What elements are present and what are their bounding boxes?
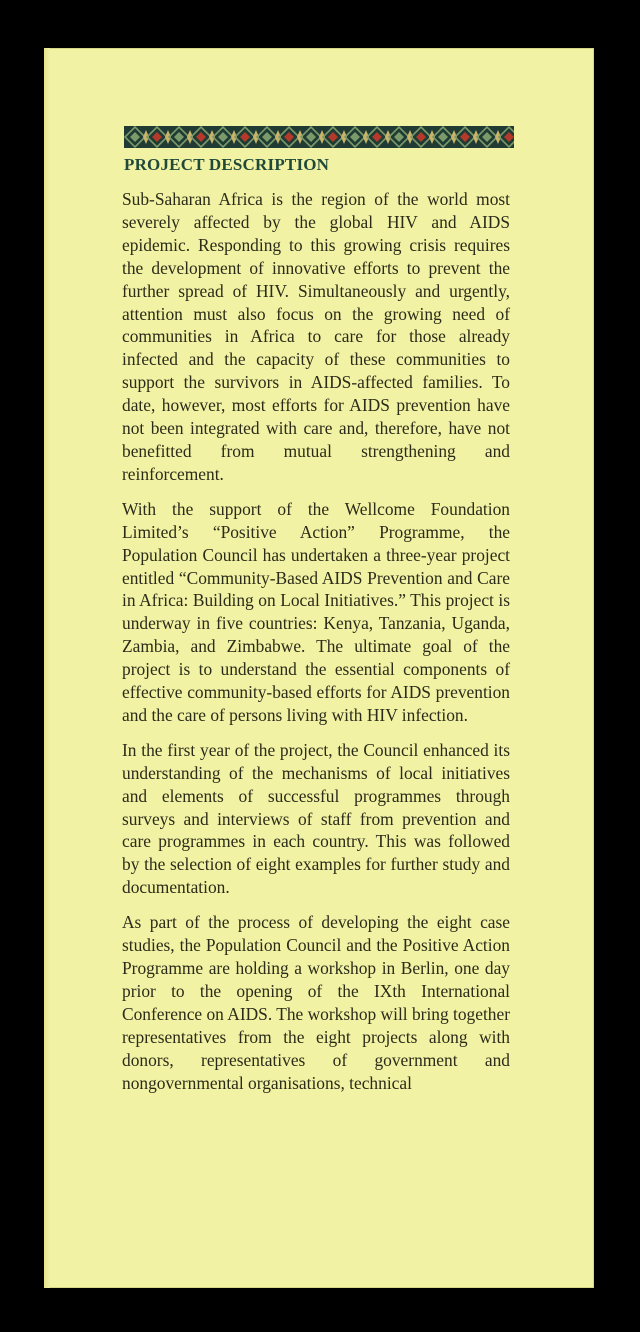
body-text bbox=[122, 188, 510, 1106]
decorative-pattern-banner bbox=[124, 126, 514, 148]
page-fold-edge bbox=[44, 48, 50, 1288]
section-heading: PROJECT DESCRIPTION bbox=[124, 155, 330, 174]
kente-pattern-icon bbox=[124, 126, 514, 148]
paragraph-2: With the support of the Wellcome Foundation Limited’s “Positive Action” Programme, the Population Council has undertaken a three-year project entitled “Community-Based AIDS Prevention and Care in Africa: Building on Local Initiatives.” This project is underway in five countries: Kenya, Tanzania, Uganda, Zambia, and Zimbabwe. The ultimate goal of the project is to understand the essential components of effective community-based efforts for AIDS prevention and the care of persons living with HIV infection. bbox=[122, 498, 510, 725]
paragraph-3: In the first year of the project, the Council enhanced its understanding of the mechanisms of local initiatives and elements of successful programmes through surveys and interviews of staff from prevention and care programmes in each country. This was followed by the selection of eight examples for further study and documentation. bbox=[122, 739, 510, 898]
paragraph-4: As part of the process of developing the eight case studies, the Population Council and the Positive Action Programme are holding a workshop in Berlin, one day prior to the opening of the IXth International Conference on AIDS. The workshop will bring together representatives from the eight projects along with donors, representatives of government and nongovernmental organisations, technical bbox=[122, 912, 510, 1093]
paragraph-1: Sub-Saharan Africa is the region of the world most severely affected by the global HIV and AIDS epidemic. Responding to this growing crisis requires the development of innovative efforts to prevent the further spread of HIV. Simultaneously and urgently, attention must also focus on the growing need of communities in Africa to care for those already infected and the capacity of these communities to support the survivors in AIDS-affected families. To date, however, most efforts for AIDS prevention have not been integrated with care and, therefore, have not benefitted from mutual strengthening and reinforcement. bbox=[122, 189, 510, 484]
